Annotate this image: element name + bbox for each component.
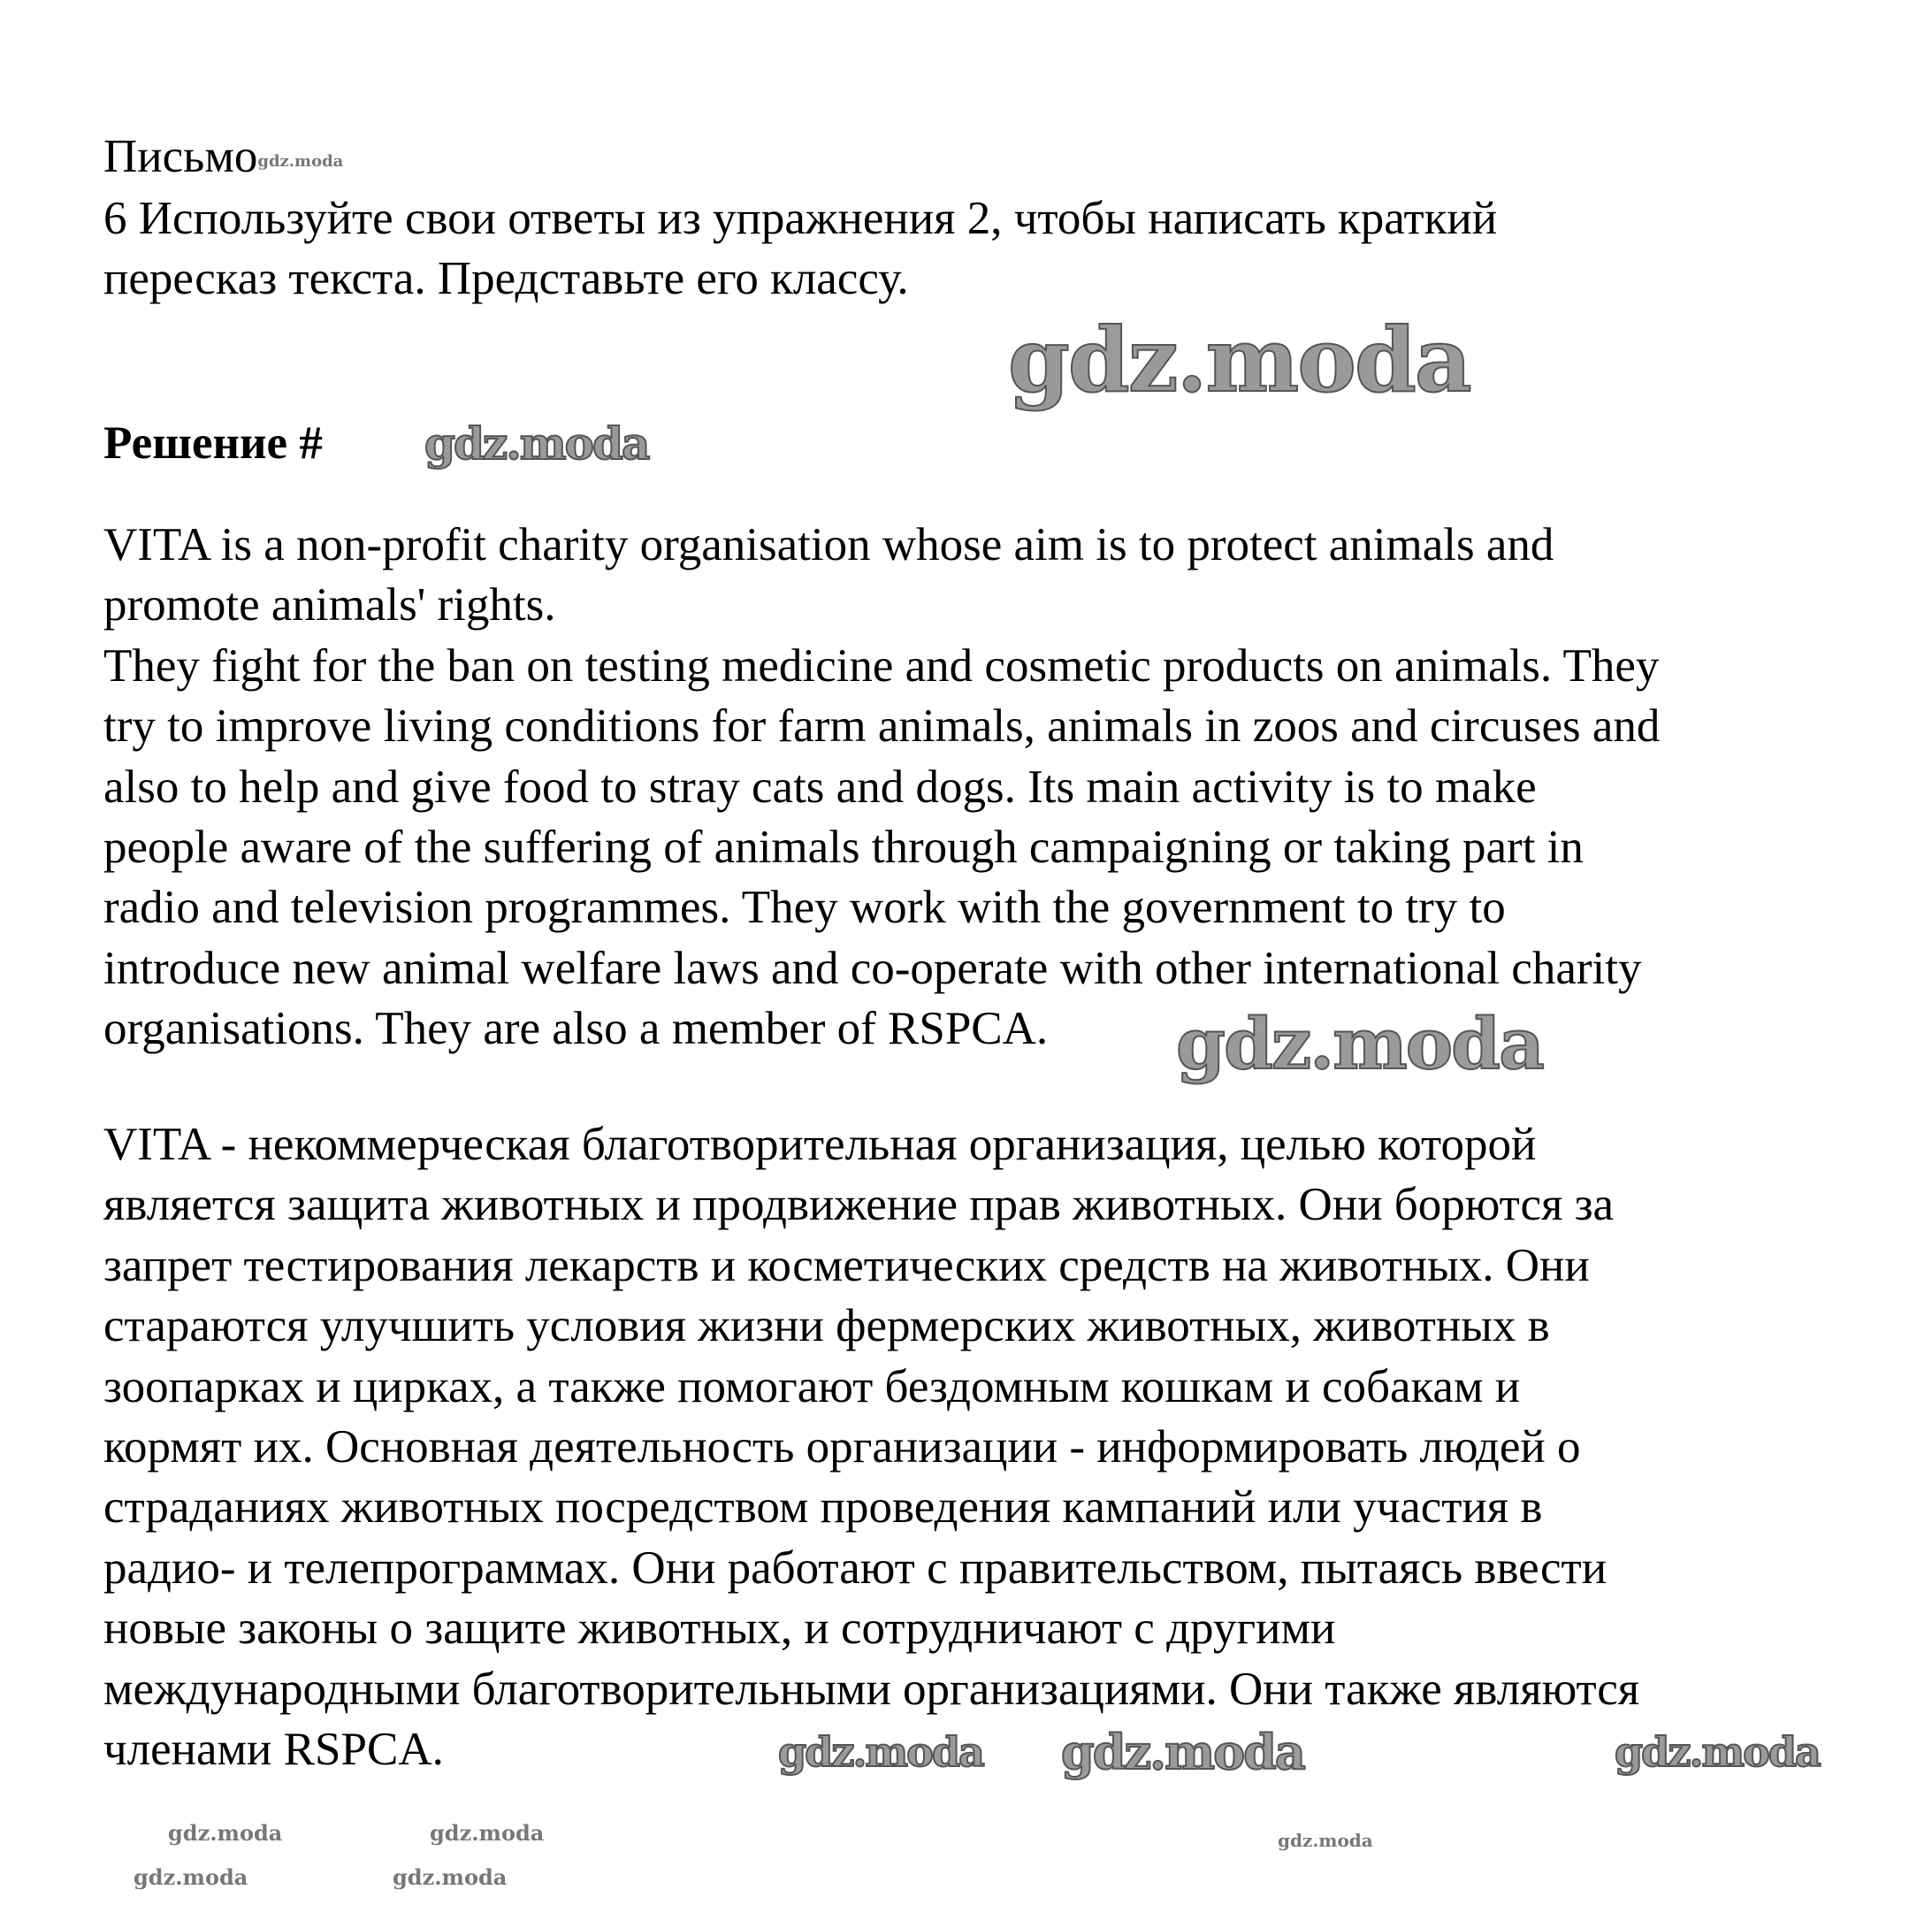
heading <box>103 126 343 187</box>
solution-label: Решение # <box>103 417 323 469</box>
watermark: gdz.moda <box>134 1864 248 1890</box>
watermark: gdz.moda <box>1061 1724 1304 1780</box>
english-line: try to improve living conditions for farm animals, animals in zoos and circuses and <box>103 700 1661 753</box>
russian-line: является защита животных и продвижение прав животных. Они борются за <box>103 1179 1615 1231</box>
english-line: radio and television programmes. They work with the government to try to <box>103 882 1506 934</box>
russian-line: запрет тестирования лекарств и косметических средств на животных. Они <box>103 1239 1590 1291</box>
watermark: gdz.moda <box>393 1864 508 1890</box>
watermark: gdz.moda <box>1008 308 1470 412</box>
watermark: gdz.moda <box>778 1728 983 1776</box>
task-line-1: 6 Используйте свои ответы из упражнения 2, чтобы написать краткий <box>103 193 1498 244</box>
english-line: also to help and give food to stray cats and dogs. Its main activity is to make <box>103 761 1537 813</box>
russian-line: членами RSPCA. <box>103 1724 444 1775</box>
watermark: gdz.moda <box>1615 1728 1820 1776</box>
english-line: organisations. They are also a member of RSPCA. <box>103 1003 1049 1055</box>
watermark: gdz.moda <box>168 1820 283 1846</box>
heading-text: Письмо <box>103 131 258 182</box>
russian-line: кормят их. Основная деятельность организации - информировать людей о <box>103 1421 1581 1473</box>
english-line: people aware of the suffering of animals through campaigning or taking part in <box>103 822 1584 873</box>
watermark-inline: gdz.moda <box>257 152 344 171</box>
english-line: VITA is a non-profit charity organisation whose aim is to protect animals and <box>103 519 1554 570</box>
russian-line: стараются улучшить условия жизни фермерских животных, животных в <box>103 1300 1550 1352</box>
russian-line: новые законы о защите животных, и сотрудничают с другими <box>103 1603 1336 1655</box>
english-line: introduce new animal welfare laws and co-operate with other international charity <box>103 942 1642 994</box>
watermark: gdz.moda <box>430 1820 545 1846</box>
watermark: gdz.moda <box>424 417 649 470</box>
watermark: gdz.moda <box>1278 1830 1373 1851</box>
watermark: gdz.moda <box>1176 1002 1543 1085</box>
task-line-2: пересказ текста. Представьте его классу. <box>103 253 909 304</box>
russian-line: международными благотворительными организациями. Они также являются <box>103 1663 1640 1715</box>
russian-line: страданиях животных посредством проведения кампаний или участия в <box>103 1481 1543 1534</box>
english-line: They fight for the ban on testing medicine and cosmetic products on animals. They <box>103 639 1660 692</box>
russian-line: VITA - некоммерческая благотворительная организация, целью которой <box>103 1119 1537 1170</box>
russian-line: радио- и телепрограммах. Они работают с правительством, пытаясь ввести <box>103 1542 1607 1594</box>
english-line: promote animals' rights. <box>103 579 556 631</box>
russian-line: зоопарках и цирках, а также помогают бездомным кошкам и собакам и <box>103 1360 1521 1412</box>
